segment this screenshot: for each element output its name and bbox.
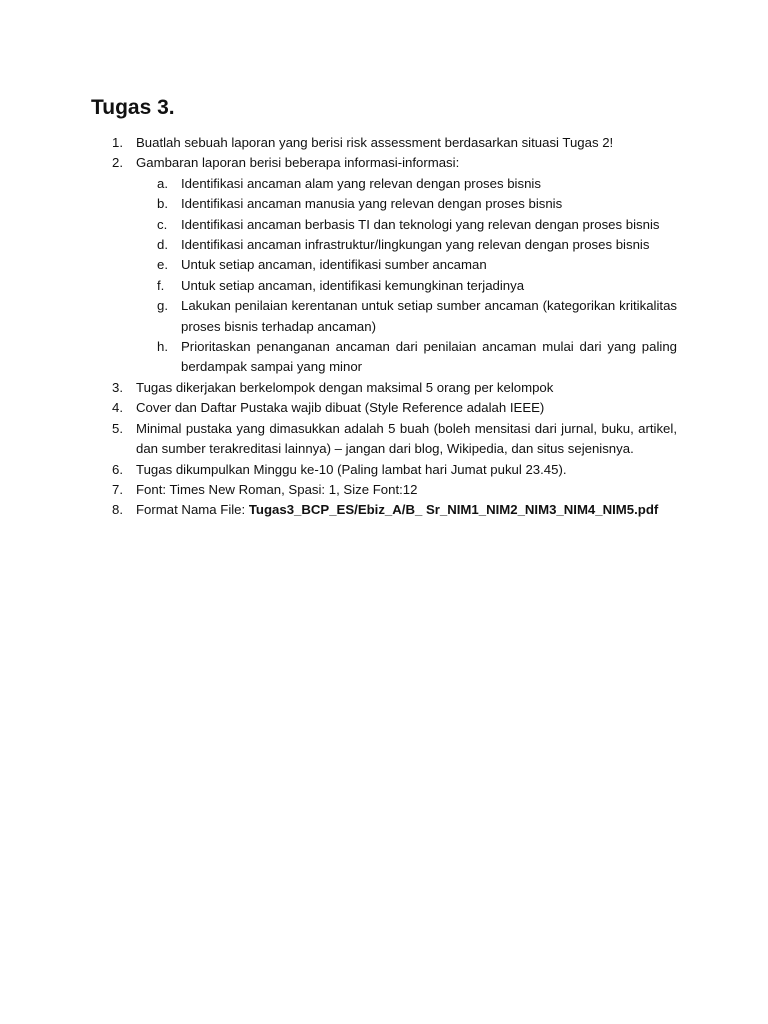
list-item [100, 398, 677, 418]
sub-list-letter: d. [157, 237, 168, 253]
list-item [100, 460, 677, 480]
list-item-text: Buatlah sebuah laporan yang berisi risk assessment berdasarkan situasi Tugas 2! [136, 135, 614, 150]
list-item-text: Minimal pustaka yang dimasukkan adalah 5 buah (boleh mensitasi dari jurnal, buku, artikel, dan sumber terakreditasi lainnya) – jangan dari blog, Wikipedia, dan situs sejenisnya. [136, 420, 677, 457]
list-number: 1. [112, 135, 123, 150]
sub-list-item [145, 194, 677, 214]
list-item-text: Tugas dikumpulkan Minggu ke-10 (Paling lambat hari Jumat pukul 23.45). [136, 461, 567, 477]
sub-list-letter: e. [157, 257, 168, 273]
list-number: 8. [112, 502, 123, 518]
list-item-text: Font: Times New Roman, Spasi: 1, Size Font:12 [136, 481, 418, 497]
list-item [100, 378, 677, 398]
sub-list-item [145, 215, 677, 235]
list-item [100, 480, 677, 500]
sub-list-item [145, 235, 677, 255]
sub-list-item [145, 255, 677, 275]
sub-list-item [145, 276, 677, 296]
sub-list [145, 174, 677, 378]
list-item-text: Gambaran laporan berisi beberapa informasi-informasi: [136, 155, 460, 171]
list-number: 5. [112, 420, 123, 436]
list-number: 4. [112, 400, 123, 416]
sub-list-item [145, 174, 677, 194]
list-item [100, 153, 677, 377]
list-number: 7. [112, 481, 123, 497]
file-name-format: Tugas3_BCP_ES/Ebiz_A/B_ Sr_NIM1_NIM2_NIM3_NIM4_NIM5.pdf [248, 502, 659, 518]
sub-list-item-text: Identifikasi ancaman berbasis TI dan teknologi yang relevan dengan proses bisnis [181, 216, 660, 232]
sub-list-letter: b. [157, 196, 168, 212]
sub-list-item-text: Untuk setiap ancaman, identifikasi kemungkinan terjadinya [181, 277, 525, 293]
sub-list-letter: c. [157, 216, 168, 232]
sub-list-item-text: Identifikasi ancaman infrastruktur/lingkungan yang relevan dengan proses bisnis [181, 237, 650, 253]
list-item [100, 500, 677, 520]
sub-list-letter: a. [157, 175, 168, 191]
sub-list-letter: h. [157, 339, 168, 355]
list-item [100, 419, 677, 460]
list-item-text: Format Nama File: [136, 502, 249, 518]
list-number: 6. [112, 461, 123, 477]
sub-list-letter: f. [157, 277, 165, 293]
sub-list-item [145, 296, 677, 337]
task-list [100, 133, 677, 521]
page-title: Tugas 3. [91, 96, 175, 119]
list-number: 2. [112, 155, 123, 171]
list-number: 3. [112, 379, 123, 395]
sub-list-item-text: Identifikasi ancaman manusia yang relevan dengan proses bisnis [181, 196, 563, 212]
list-item [100, 133, 677, 153]
list-item-text: Tugas dikerjakan berkelompok dengan maksimal 5 orang per kelompok [136, 379, 554, 395]
sub-list-item-text: Prioritaskan penanganan ancaman dari penilaian ancaman mulai dari yang paling berdampak sampai yang minor [181, 339, 677, 375]
sub-list-item-text: Untuk setiap ancaman, identifikasi sumber ancaman [181, 257, 487, 273]
sub-list-item-text: Lakukan penilaian kerentanan untuk setiap sumber ancaman (kategorikan kritikalitas proses bisnis terhadap ancaman) [181, 298, 677, 334]
list-item-text: Cover dan Daftar Pustaka wajib dibuat (Style Reference adalah IEEE) [136, 400, 545, 416]
sub-list-item [145, 337, 677, 378]
sub-list-letter: g. [157, 298, 168, 314]
sub-list-item-text: Identifikasi ancaman alam yang relevan dengan proses bisnis [181, 175, 541, 191]
